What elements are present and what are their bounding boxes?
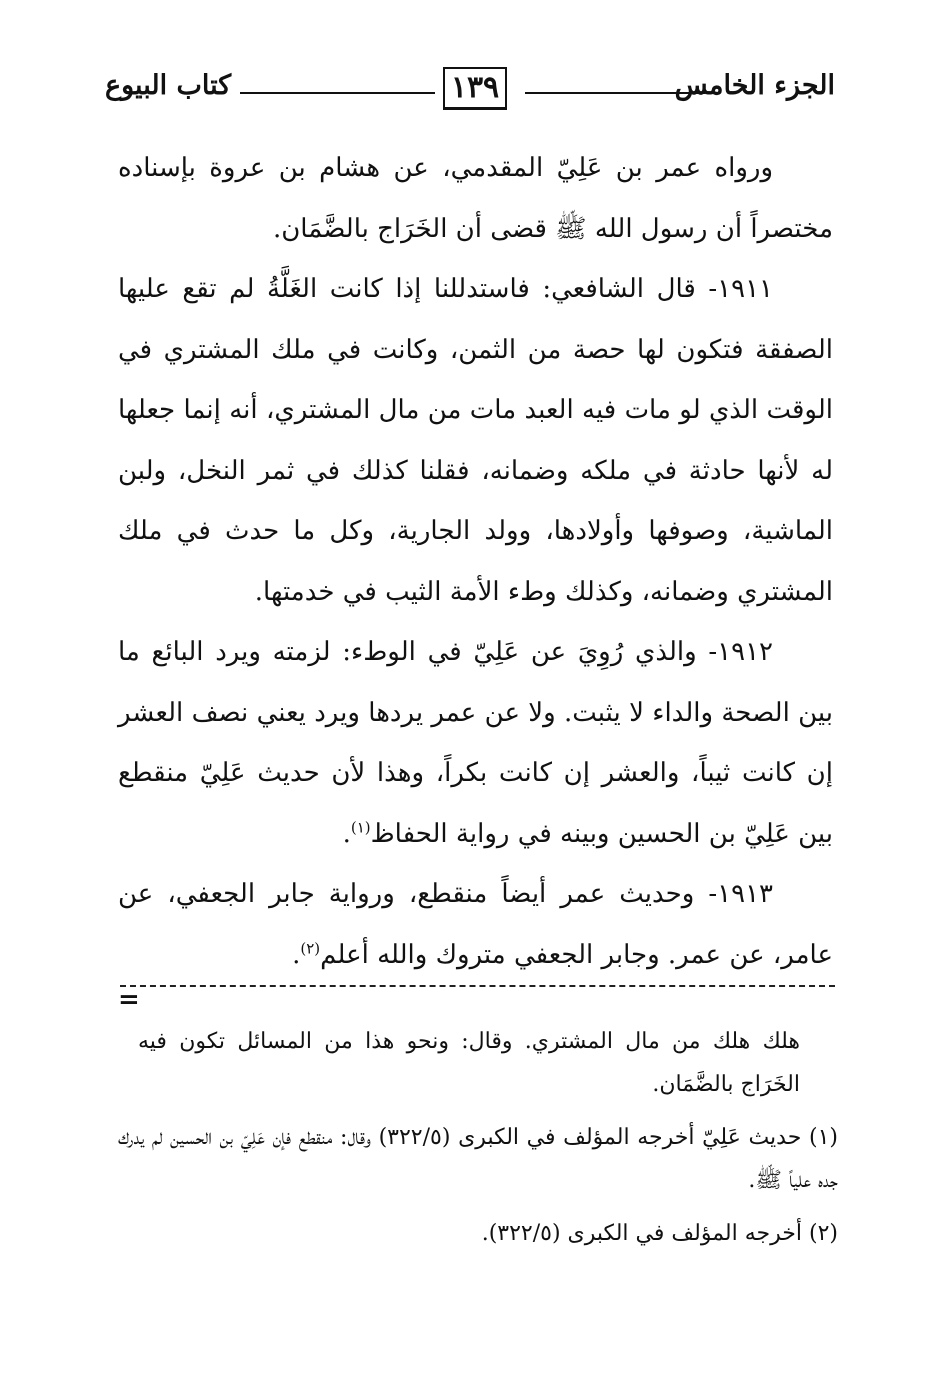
paragraph-1913-text: ١٩١٣- وحديث عمر أيضاً منقطع، ورواية جابر الجعفي، عن عامر، عن عمر. وجابر الجعفي متروك والله أعلم (118, 879, 833, 970)
header-rule-right (525, 92, 705, 94)
footnote-1-label: (١) (808, 1125, 838, 1150)
footnote-2-text: أخرجه المؤلف في الكبرى (٣٢٢/٥). (481, 1221, 802, 1246)
paragraph-1913 (118, 864, 833, 985)
footnote-1 (118, 1116, 838, 1202)
footnotes (118, 1020, 838, 1265)
footnote-ref-2[interactable]: (٢) (300, 938, 321, 957)
footnote-ref-1[interactable]: (١) (350, 817, 371, 836)
main-text (118, 138, 833, 985)
continuation-mark: = (118, 985, 140, 1015)
paragraph-1912-text: ١٩١٢- والذي رُوِيَ عن عَلِيّ في الوطء: لزمته ويرد البائع ما بين الصحة والداء لا يثبت. ولا عن عمر يردها ويرد يعني نصف العشر إن كانت ثيباً، والعشر إن كانت بكراً، وهذا لأن حديث عَلِيّ منقطع بين عَلِيّ بن الحسين وبينه في رواية الحفاظ (118, 637, 833, 849)
footnote-separator (120, 985, 835, 987)
paragraph-1911: ١٩١١- قال الشافعي: فاستدللنا إذا كانت الغَلَّةُ لم تقع عليها الصفقة فتكون لها حصة من الثمن، وكانت في ملك المشتري في الوقت الذي لو مات فيه العبد مات من مال المشتري، أنه إنما جعلها له لأنها حادثة في ملكه وضمانه، فقلنا كذلك في ثمر النخل، ولبن الماشية، وصوفها وأولادها، وولد الجارية، وكل ما حدث في ملك المشتري وضمانه، وكذلك وطء الأمة الثيب في خدمتها. (118, 274, 833, 607)
paragraph-1912-end: . (342, 818, 351, 849)
paragraph-intro: ورواه عمر بن عَلِيّ المقدمي، عن هشام بن عروة بإسناده مختصراً أن رسول الله ﷺ قضى أن الخَرَاج بالضَّمَان. (118, 153, 833, 244)
paragraph-1912 (118, 622, 833, 864)
footnote-continuation: هلك هلك من مال المشتري. وقال: ونحو هذا من المسائل تكون فيه الخَرَاج بالضَّمَان. (138, 1029, 800, 1097)
footnote-2 (118, 1212, 838, 1255)
paragraph-1913-end: . (292, 939, 301, 970)
page-number: ١٣٩ (443, 67, 507, 110)
header-rule-left (240, 92, 435, 94)
footnote-2-label: (٢) (808, 1221, 838, 1246)
footnote-1-text: حديث عَلِيّ أخرجه المؤلف في الكبرى (٣٢٢/٥) وقال: منقطع فإن عَلِيّ بن الحسين لم يدرك جده علياً ﷺ. (118, 1125, 838, 1193)
part-title: الجزء الخامس (674, 70, 835, 101)
page-header (105, 62, 835, 126)
book-title: كتاب البيوع (105, 70, 232, 101)
